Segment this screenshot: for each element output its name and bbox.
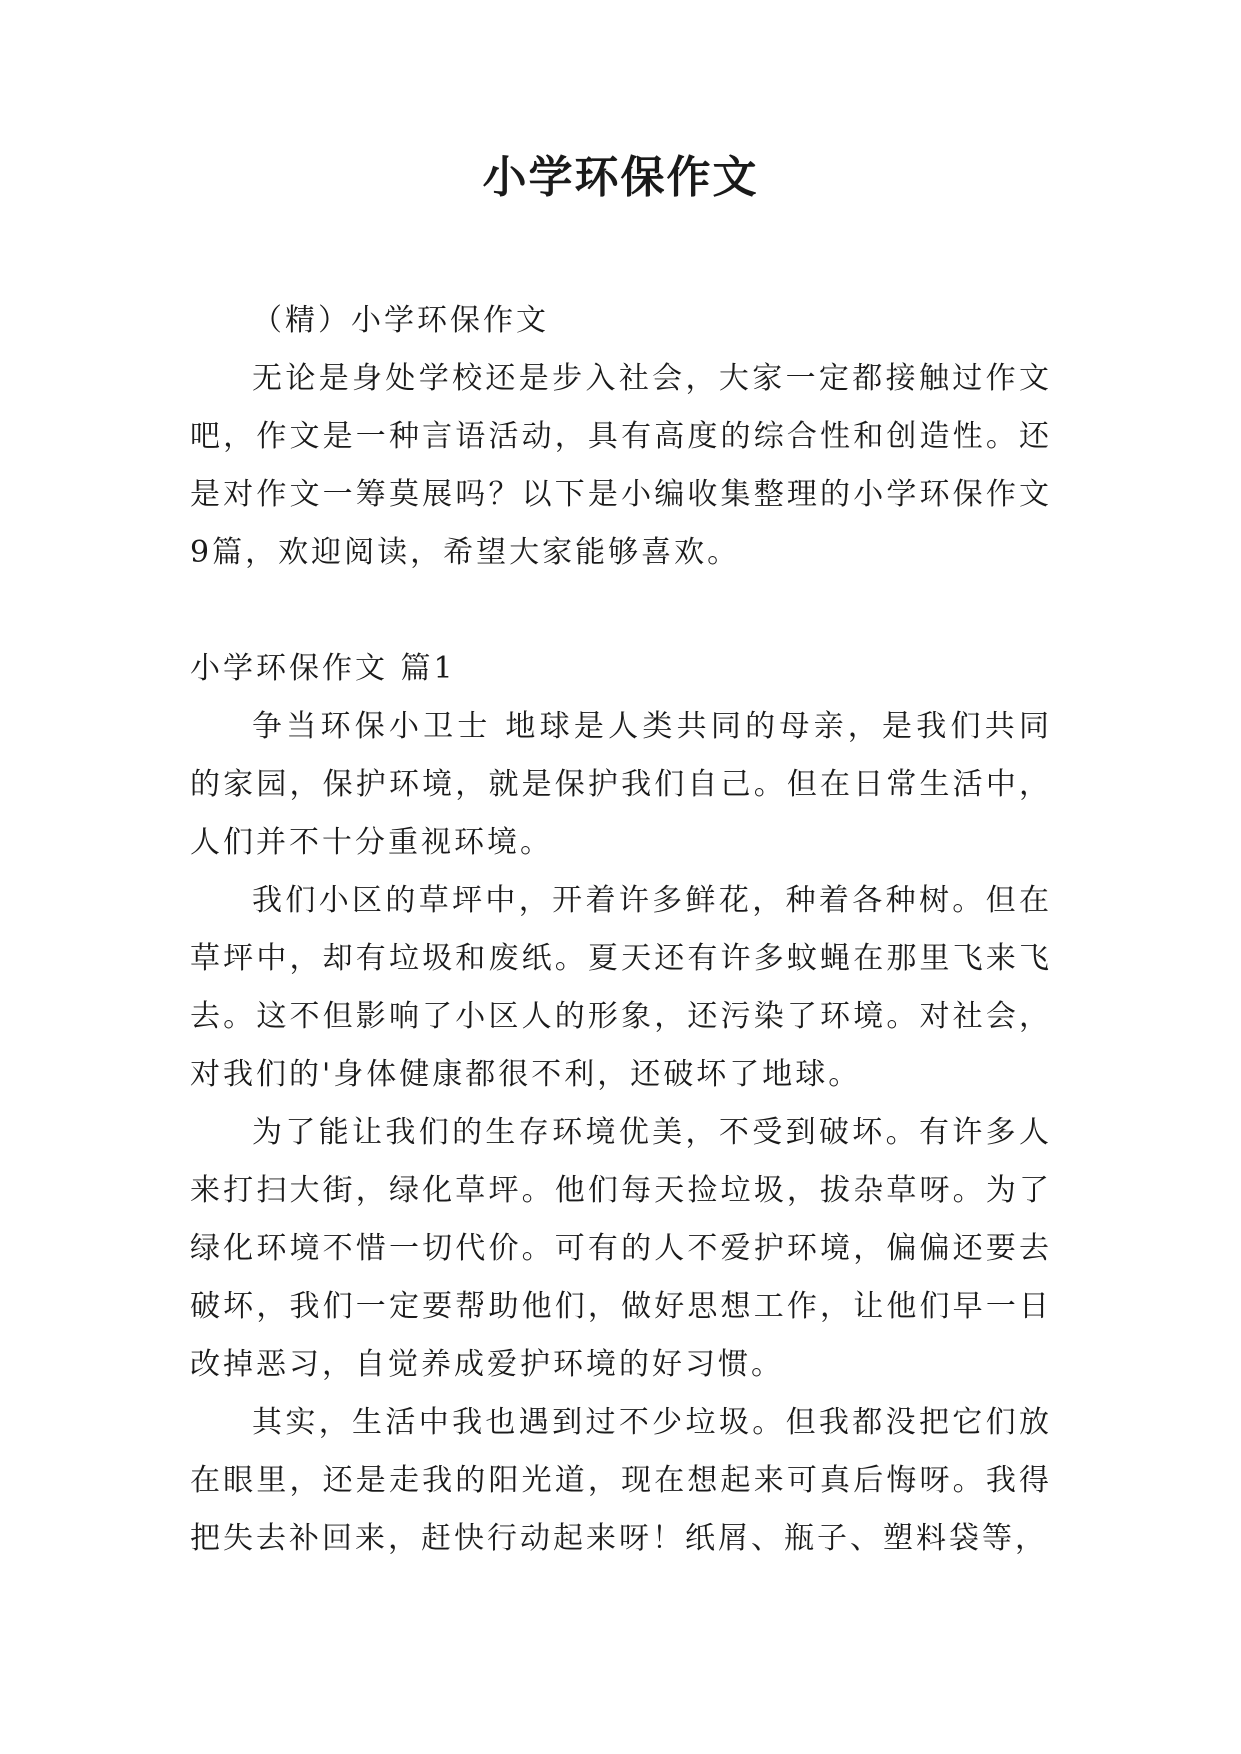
document-title: 小学环保作文 xyxy=(482,152,759,203)
intro-paragraph: 无论是身处学校还是步入社会，大家一定都接触过作文吧，作文是一种言语活动，具有高度的综合性和创造性。还是对作文一筹莫展吗？以下是小编收集整理的小学环保作文9篇，欢迎阅读，希望大家能够喜欢。 xyxy=(190,361,1052,570)
section-heading: 小学环保作文 篇1 xyxy=(190,651,456,686)
section-spacer xyxy=(190,582,1052,640)
body-paragraph: 其实，生活中我也遇到过不少垃圾。但我都没把它们放在眼里，还是走我的阳光道，现在想起来可真后悔呀。我得把失去补回来，赶快行动起来呀！纸屑、瓶子、塑料袋等， xyxy=(190,1405,1052,1556)
document-body xyxy=(190,292,1052,1568)
document-subtitle: （精）小学环保作文 xyxy=(252,303,549,338)
body-paragraph: 我们小区的草坪中，开着许多鲜花，种着各种树。但在草坪中，却有垃圾和废纸。夏天还有许多蚊蝇在那里飞来飞去。这不但影响了小区人的形象，还污染了环境。对社会，对我们的'身体健康都很不利，还破坏了地球。 xyxy=(190,883,1052,1092)
body-paragraph: 为了能让我们的生存环境优美，不受到破坏。有许多人来打扫大街，绿化草坪。他们每天捡垃圾，拔杂草呀。为了绿化环境不惜一切代价。可有的人不爱护环境，偏偏还要去破坏，我们一定要帮助他们，做好思想工作，让他们早一日改掉恶习，自觉养成爱护环境的好习惯。 xyxy=(190,1115,1052,1382)
body-paragraph: 争当环保小卫士 地球是人类共同的母亲，是我们共同的家园，保护环境，就是保护我们自己。但在日常生活中，人们并不十分重视环境。 xyxy=(190,709,1052,860)
